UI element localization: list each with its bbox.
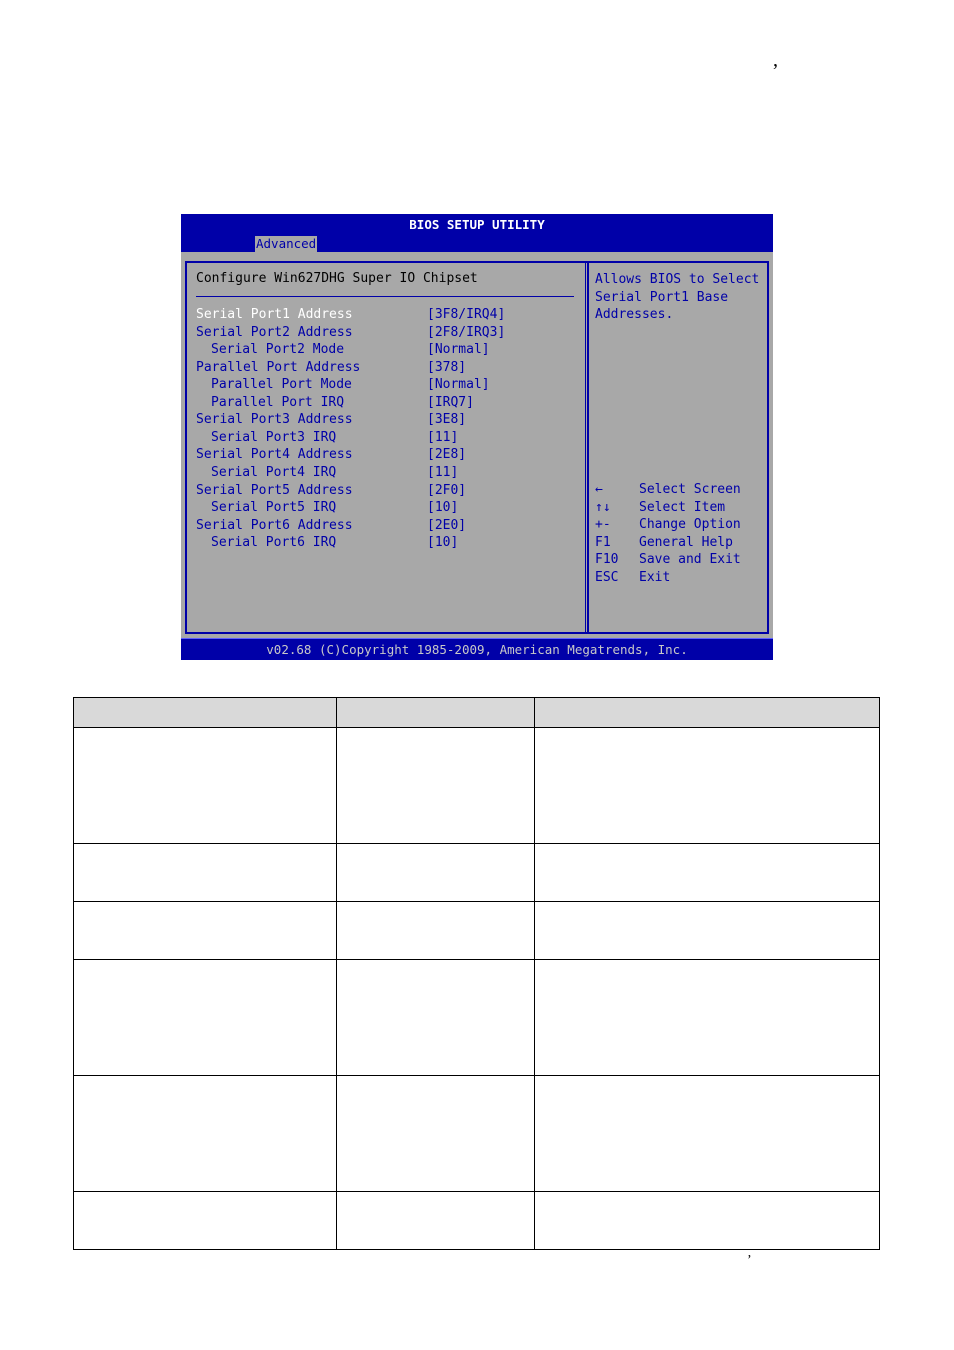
key-name: F10 — [595, 552, 619, 568]
table-cell — [337, 844, 535, 902]
table-header-cell — [535, 698, 880, 728]
option-value[interactable]: [11] — [427, 429, 459, 445]
option-label[interactable]: Serial Port6 IRQ — [211, 535, 337, 551]
option-label[interactable]: Serial Port3 Address — [196, 412, 353, 428]
option-value[interactable]: [10] — [427, 500, 459, 516]
key-name: ← — [595, 482, 603, 497]
copyright-footer: v02.68 (C)Copyright 1985-2009, American Megatrends, Inc. — [181, 638, 773, 660]
table-row — [74, 960, 880, 1076]
table-row — [74, 1192, 880, 1250]
key-action: Change Option — [639, 517, 741, 533]
table-row — [74, 902, 880, 960]
key-name: ESC — [595, 569, 619, 585]
key-action: Exit — [639, 569, 671, 585]
key-legend-row — [595, 516, 741, 534]
option-value[interactable]: [2E8] — [427, 447, 467, 463]
table-cell — [74, 1192, 337, 1250]
key-name: +- — [595, 517, 611, 533]
option-label[interactable]: Serial Port5 IRQ — [211, 500, 337, 516]
key-legend-row — [595, 499, 741, 517]
option-label[interactable]: Serial Port4 Address — [196, 447, 353, 463]
option-value[interactable]: [2F0] — [427, 482, 467, 498]
tab-advanced[interactable]: Advanced — [256, 236, 317, 251]
key-legend-row — [595, 551, 741, 569]
options-panel — [185, 261, 589, 634]
option-value[interactable]: [3E8] — [427, 412, 467, 428]
stray-comma-bottom: ’ — [747, 1253, 752, 1268]
option-value[interactable]: [Normal] — [427, 377, 490, 393]
key-name: ↑↓ — [595, 499, 611, 515]
table-cell — [337, 902, 535, 960]
option-label[interactable]: Serial Port5 Address — [196, 482, 353, 498]
table-cell — [535, 844, 880, 902]
option-label[interactable]: Serial Port2 Mode — [211, 342, 345, 358]
option-value[interactable]: [3F8/IRQ4] — [427, 307, 506, 322]
table-cell — [535, 902, 880, 960]
option-label[interactable]: Serial Port6 Address — [196, 517, 353, 533]
heading-divider — [196, 296, 574, 297]
table-header-cell — [337, 698, 535, 728]
table-cell — [74, 960, 337, 1076]
option-value[interactable]: [IRQ7] — [427, 394, 474, 410]
bios-menu-bar — [181, 236, 773, 252]
option-label[interactable]: Serial Port3 IRQ — [211, 429, 337, 445]
option-label[interactable]: Parallel Port IRQ — [211, 394, 345, 410]
table-cell — [337, 1076, 535, 1192]
help-text: Allows BIOS to Select Serial Port1 Base Addresses. — [595, 272, 760, 322]
key-action: General Help — [639, 534, 733, 550]
table-header-cell — [74, 698, 337, 728]
option-label[interactable]: Serial Port4 IRQ — [211, 464, 337, 480]
table-row — [74, 1076, 880, 1192]
table-cell — [535, 1076, 880, 1192]
table-cell — [74, 902, 337, 960]
option-value[interactable]: [Normal] — [427, 342, 490, 358]
table-cell — [535, 728, 880, 844]
option-label[interactable]: Serial Port2 Address — [196, 324, 353, 340]
key-legend-row — [595, 481, 741, 499]
table-cell — [74, 728, 337, 844]
table-cell — [337, 728, 535, 844]
option-value[interactable]: [378] — [427, 359, 467, 375]
section-heading: Configure Win627DHG Super IO Chipset — [196, 271, 478, 286]
key-legend-row — [595, 569, 741, 587]
bios-title-bar: BIOS SETUP UTILITY — [181, 214, 773, 237]
table-row — [74, 728, 880, 844]
table-cell — [74, 1076, 337, 1192]
option-label[interactable]: Serial Port1 Address — [196, 307, 353, 322]
key-action: Save and Exit — [639, 552, 741, 568]
key-legend-row — [595, 534, 741, 552]
table-row — [74, 844, 880, 902]
table-cell — [337, 960, 535, 1076]
key-action: Select Screen — [639, 482, 741, 497]
option-label[interactable]: Parallel Port Address — [196, 359, 361, 375]
table-header-row — [74, 698, 880, 728]
help-panel — [585, 261, 769, 634]
option-value[interactable]: [2F8/IRQ3] — [427, 324, 506, 340]
settings-table — [73, 697, 880, 1250]
option-value[interactable]: [2E0] — [427, 517, 467, 533]
option-value[interactable]: [10] — [427, 535, 459, 551]
option-value[interactable]: [11] — [427, 464, 459, 480]
bios-screenshot — [181, 214, 773, 659]
table-cell — [74, 844, 337, 902]
table-cell — [535, 1192, 880, 1250]
key-name: F1 — [595, 534, 611, 550]
key-legend — [595, 481, 741, 587]
table-cell — [535, 960, 880, 1076]
key-action: Select Item — [639, 499, 726, 515]
table-cell — [337, 1192, 535, 1250]
option-label[interactable]: Parallel Port Mode — [211, 377, 352, 393]
stray-comma-top: ’ — [772, 60, 779, 82]
